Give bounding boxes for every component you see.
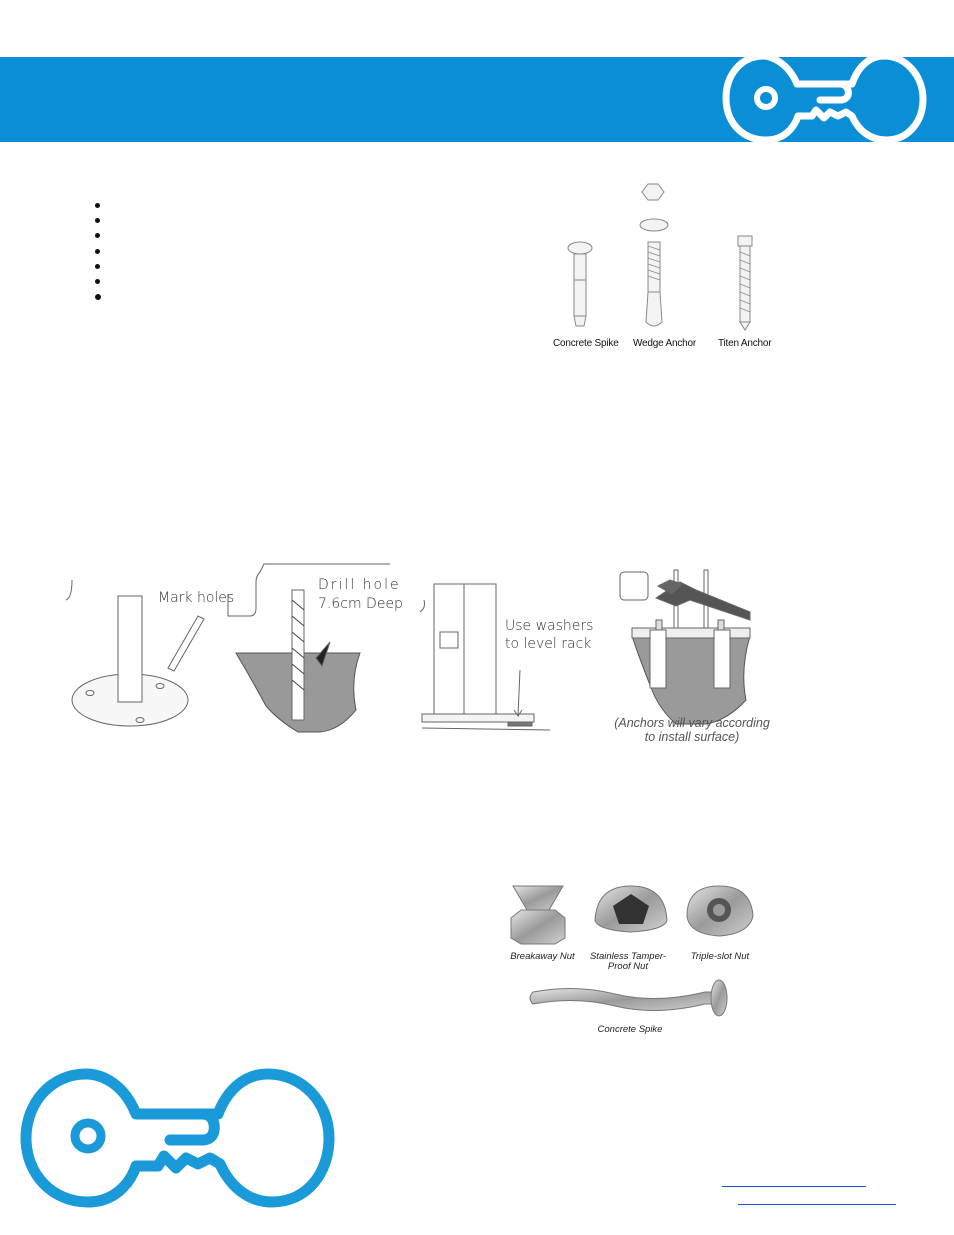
footer-link-1[interactable] [722,1186,866,1187]
caption-breakaway-nut: Breakaway Nut [510,951,575,962]
drill-depth-label: 7.6cm Deep [318,596,403,612]
drill-hole-label: Drill hole [318,577,401,593]
caption-tamper-nut-2: Proof Nut [607,961,649,972]
caption-concrete-spike: Concrete Spike [553,338,619,349]
washers-label: Use washers [505,618,594,634]
anchor-note-line1: (Anchors will vary according [614,716,770,730]
mark-holes-label: Mark holes [158,590,235,606]
key-loop-logo-icon [722,54,927,144]
caption-concrete-spike-photo: Concrete Spike [597,1024,663,1035]
level-rack-label: to level rack [505,636,592,652]
caption-wedge-anchor: Wedge Anchor [633,338,697,349]
anchor-types-illustration [550,180,780,340]
caption-titen-anchor: Titen Anchor [718,338,772,349]
caption-tamper-nut-1: Stainless Tamper- [589,951,667,962]
anchor-note-line2: to install surface) [644,730,740,744]
footer-link-2[interactable] [738,1204,896,1205]
caption-triple-slot-nut: Triple-slot Nut [690,951,750,962]
footer-key-loop-logo-icon [20,1068,335,1208]
